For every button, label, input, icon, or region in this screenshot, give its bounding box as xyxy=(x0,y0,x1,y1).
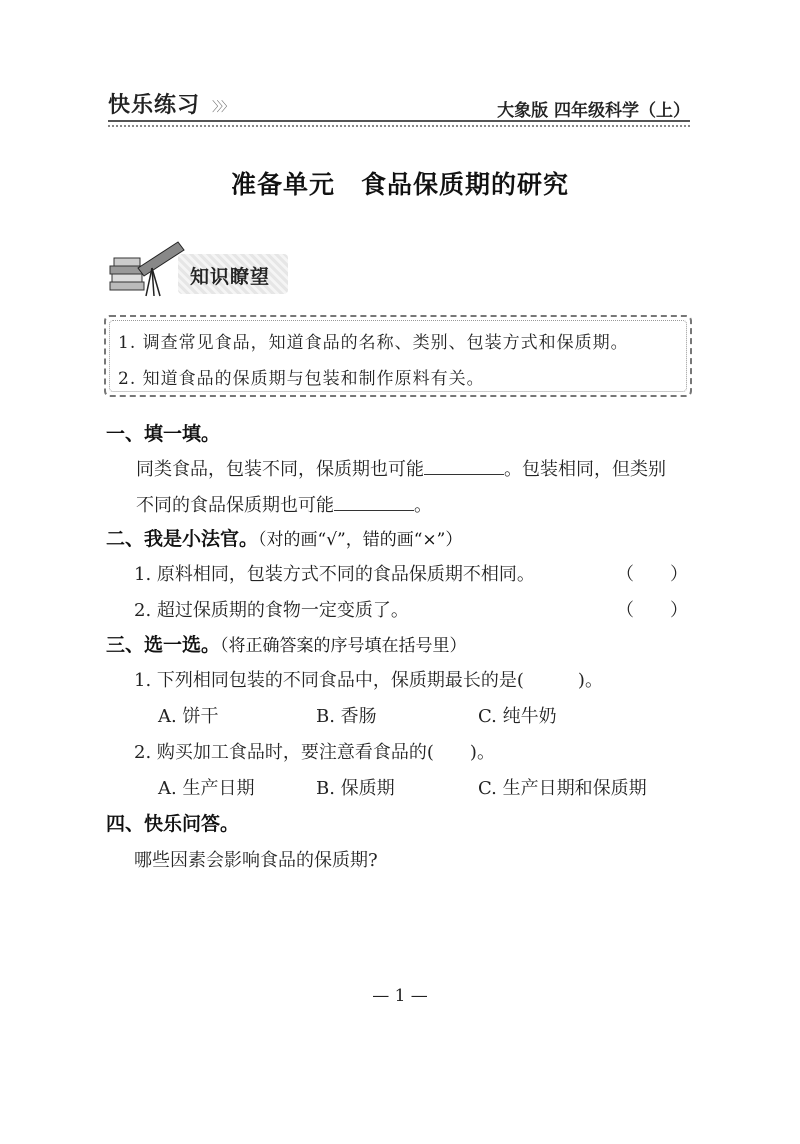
choice-2-option-c: C. 生产日期和保质期 xyxy=(478,778,647,799)
telescope-books-icon xyxy=(108,238,188,298)
header-section-title: 快乐练习 xyxy=(108,93,201,118)
choice-question-1-text: 1. 下列相同包装的不同食品中，保质期最长的是( xyxy=(134,670,524,691)
section-2-heading xyxy=(106,524,462,551)
choice-question-1 xyxy=(134,666,603,692)
choice-answer-1[interactable] xyxy=(524,670,578,691)
judge-answer-1[interactable]: （ ） xyxy=(616,564,688,585)
section-3-title: 三、选一选。 xyxy=(106,634,221,656)
fill-text-2b: 。 xyxy=(414,495,432,516)
answer-blank-2[interactable] xyxy=(334,492,414,511)
section-4-heading: 四、快乐问答。 xyxy=(106,813,240,835)
choice-question-2-text: 2. 购买加工食品时，要注意看食品的( xyxy=(134,742,434,763)
section-3-heading xyxy=(106,630,467,657)
choice-question-2-end: )。 xyxy=(469,742,495,763)
choice-1-option-c: C. 纯牛奶 xyxy=(478,706,557,727)
fill-blank-line-1 xyxy=(136,455,666,481)
objective-item-2: 2. 知道食品的保质期与包装和制作原料有关。 xyxy=(118,369,485,389)
knowledge-label: 知识瞭望 xyxy=(190,266,271,288)
section-2-title: 二、我是小法官。 xyxy=(106,528,259,550)
answer-blank-1[interactable] xyxy=(424,456,504,475)
choice-1-option-a: A. 饼干 xyxy=(158,706,219,727)
fill-text-2a: 不同的食品保质期也可能 xyxy=(136,495,334,516)
choice-2-option-a: A. 生产日期 xyxy=(158,778,255,799)
fill-blank-line-2 xyxy=(136,491,432,517)
header-book-title: 大象版 四年级科学（上） xyxy=(497,101,690,121)
fill-text-1b: 。包装相同，但类别 xyxy=(504,459,666,480)
chevron-arrows-icon: 〉〉〉 xyxy=(212,100,233,115)
judge-answer-2[interactable]: （ ） xyxy=(616,600,688,621)
section-3-note: （将正确答案的序号填在括号里） xyxy=(220,636,467,656)
choice-2-option-b: B. 保质期 xyxy=(316,778,395,799)
section-1-heading: 一、填一填。 xyxy=(106,423,221,445)
fill-text-1a: 同类食品，包装不同，保质期也可能 xyxy=(136,459,424,480)
choice-question-2 xyxy=(134,738,495,764)
page-title: 准备单元 食品保质期的研究 xyxy=(230,170,569,199)
judge-question-1: 1. 原料相同，包装方式不同的食品保质期不相同。 xyxy=(134,564,535,585)
judge-question-2: 2. 超过保质期的食物一定变质了。 xyxy=(134,600,409,621)
choice-question-1-end: )。 xyxy=(577,670,603,691)
header-divider xyxy=(108,120,690,122)
objective-item-1: 1. 调查常见食品，知道食品的名称、类别、包装方式和保质期。 xyxy=(118,333,629,353)
section-2-note: （对的画“√”，错的画“×”） xyxy=(258,530,463,550)
header-dotted-divider xyxy=(108,125,690,127)
choice-1-option-b: B. 香肠 xyxy=(316,706,377,727)
qa-question-1: 哪些因素会影响食品的保质期? xyxy=(134,850,378,871)
page-number: — 1 — xyxy=(372,986,428,1006)
choice-answer-2[interactable] xyxy=(434,742,470,763)
